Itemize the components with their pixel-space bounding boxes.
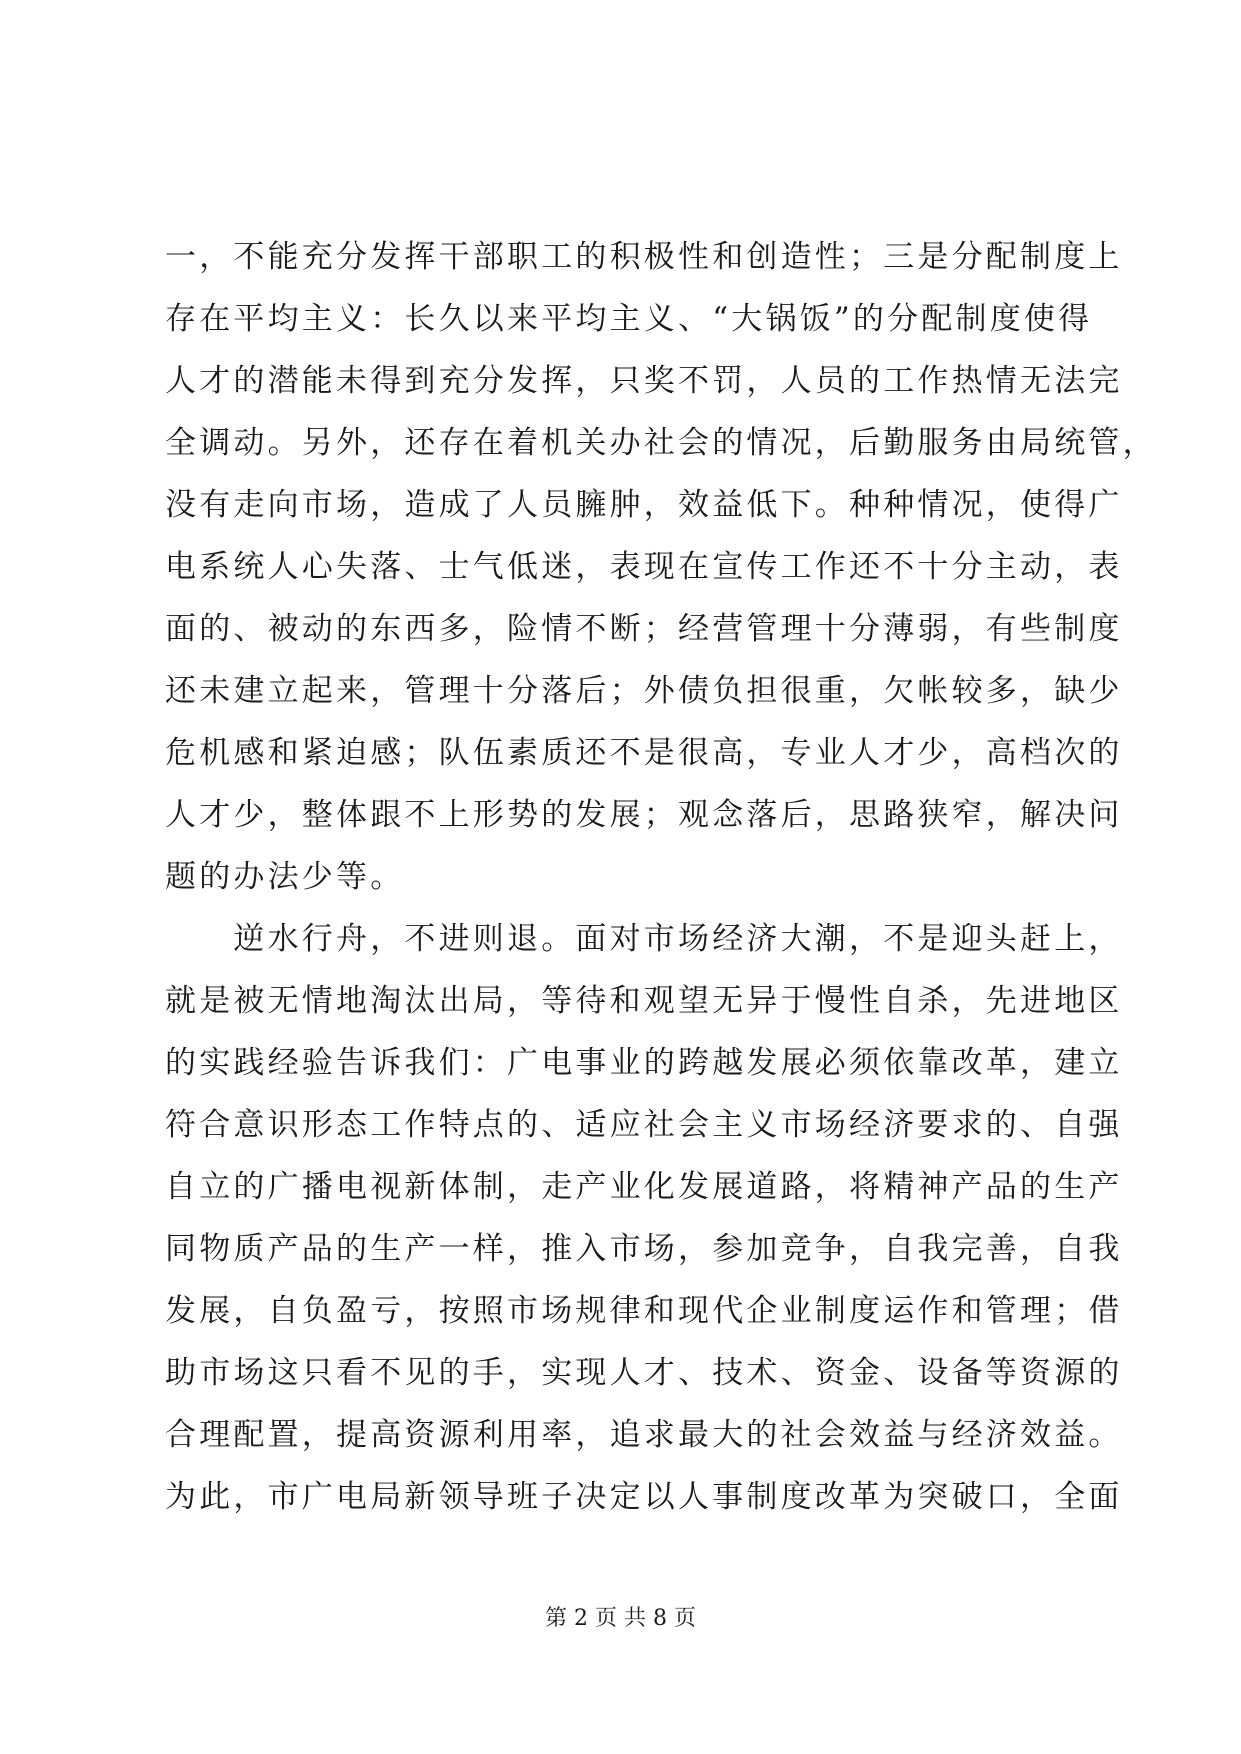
text-line: 存在平均主义：长久以来平均主义、“大锅饭”的分配制度使得 bbox=[165, 301, 1093, 337]
text-line: 全调动。另外，还存在着机关办社会的情况，后勤服务由局统管， bbox=[165, 425, 1157, 461]
text-line: 合理配置，提高资源利用率，追求最大的社会效益与经济效益。 bbox=[165, 1417, 1123, 1453]
text-line: 符合意识形态工作特点的、适应社会主义市场经济要求的、自强 bbox=[165, 1107, 1123, 1143]
text-line: 人才少，整体跟不上形势的发展；观念落后，思路狭窄，解决问 bbox=[165, 797, 1123, 833]
text-line: 面的、被动的东西多，险情不断；经营管理十分薄弱，有些制度 bbox=[165, 611, 1123, 647]
text-line: 助市场这只看不见的手，实现人才、技术、资金、设备等资源的 bbox=[165, 1355, 1123, 1391]
text-line: 自立的广播电视新体制，走产业化发展道路，将精神产品的生产 bbox=[165, 1169, 1123, 1205]
text-line: 题的办法少等。 bbox=[165, 859, 405, 895]
text-line: 就是被无情地淘汰出局，等待和观望无异于慢性自杀，先进地区 bbox=[165, 983, 1123, 1019]
page-number-footer: 第 2 页 共 8 页 bbox=[545, 1606, 696, 1631]
text-line: 危机感和紧迫感；队伍素质还不是很高，专业人才少，高档次的 bbox=[165, 735, 1123, 771]
text-line: 发展，自负盈亏，按照市场规律和现代企业制度运作和管理；借 bbox=[165, 1293, 1123, 1329]
text-line: 人才的潜能未得到充分发挥，只奖不罚，人员的工作热情无法完 bbox=[165, 363, 1123, 399]
text-line: 一，不能充分发挥干部职工的积极性和创造性；三是分配制度上 bbox=[165, 239, 1123, 275]
text-line: 同物质产品的生产一样，推入市场，参加竞争，自我完善，自我 bbox=[165, 1231, 1123, 1267]
body-text bbox=[165, 226, 1157, 1528]
text-line: 为此，市广电局新领导班子决定以人事制度改革为突破口，全面 bbox=[165, 1479, 1123, 1515]
text-line: 还未建立起来，管理十分落后；外债负担很重，欠帐较多，缺少 bbox=[165, 673, 1123, 709]
text-line: 逆水行舟，不进则退。面对市场经济大潮，不是迎头赶上， bbox=[165, 921, 1123, 957]
text-line: 电系统人心失落、士气低迷，表现在宣传工作还不十分主动，表 bbox=[165, 549, 1123, 585]
text-line: 的实践经验告诉我们：广电事业的跨越发展必须依靠改革，建立 bbox=[165, 1045, 1123, 1081]
text-line: 没有走向市场，造成了人员臃肿，效益低下。种种情况，使得广 bbox=[165, 487, 1123, 523]
